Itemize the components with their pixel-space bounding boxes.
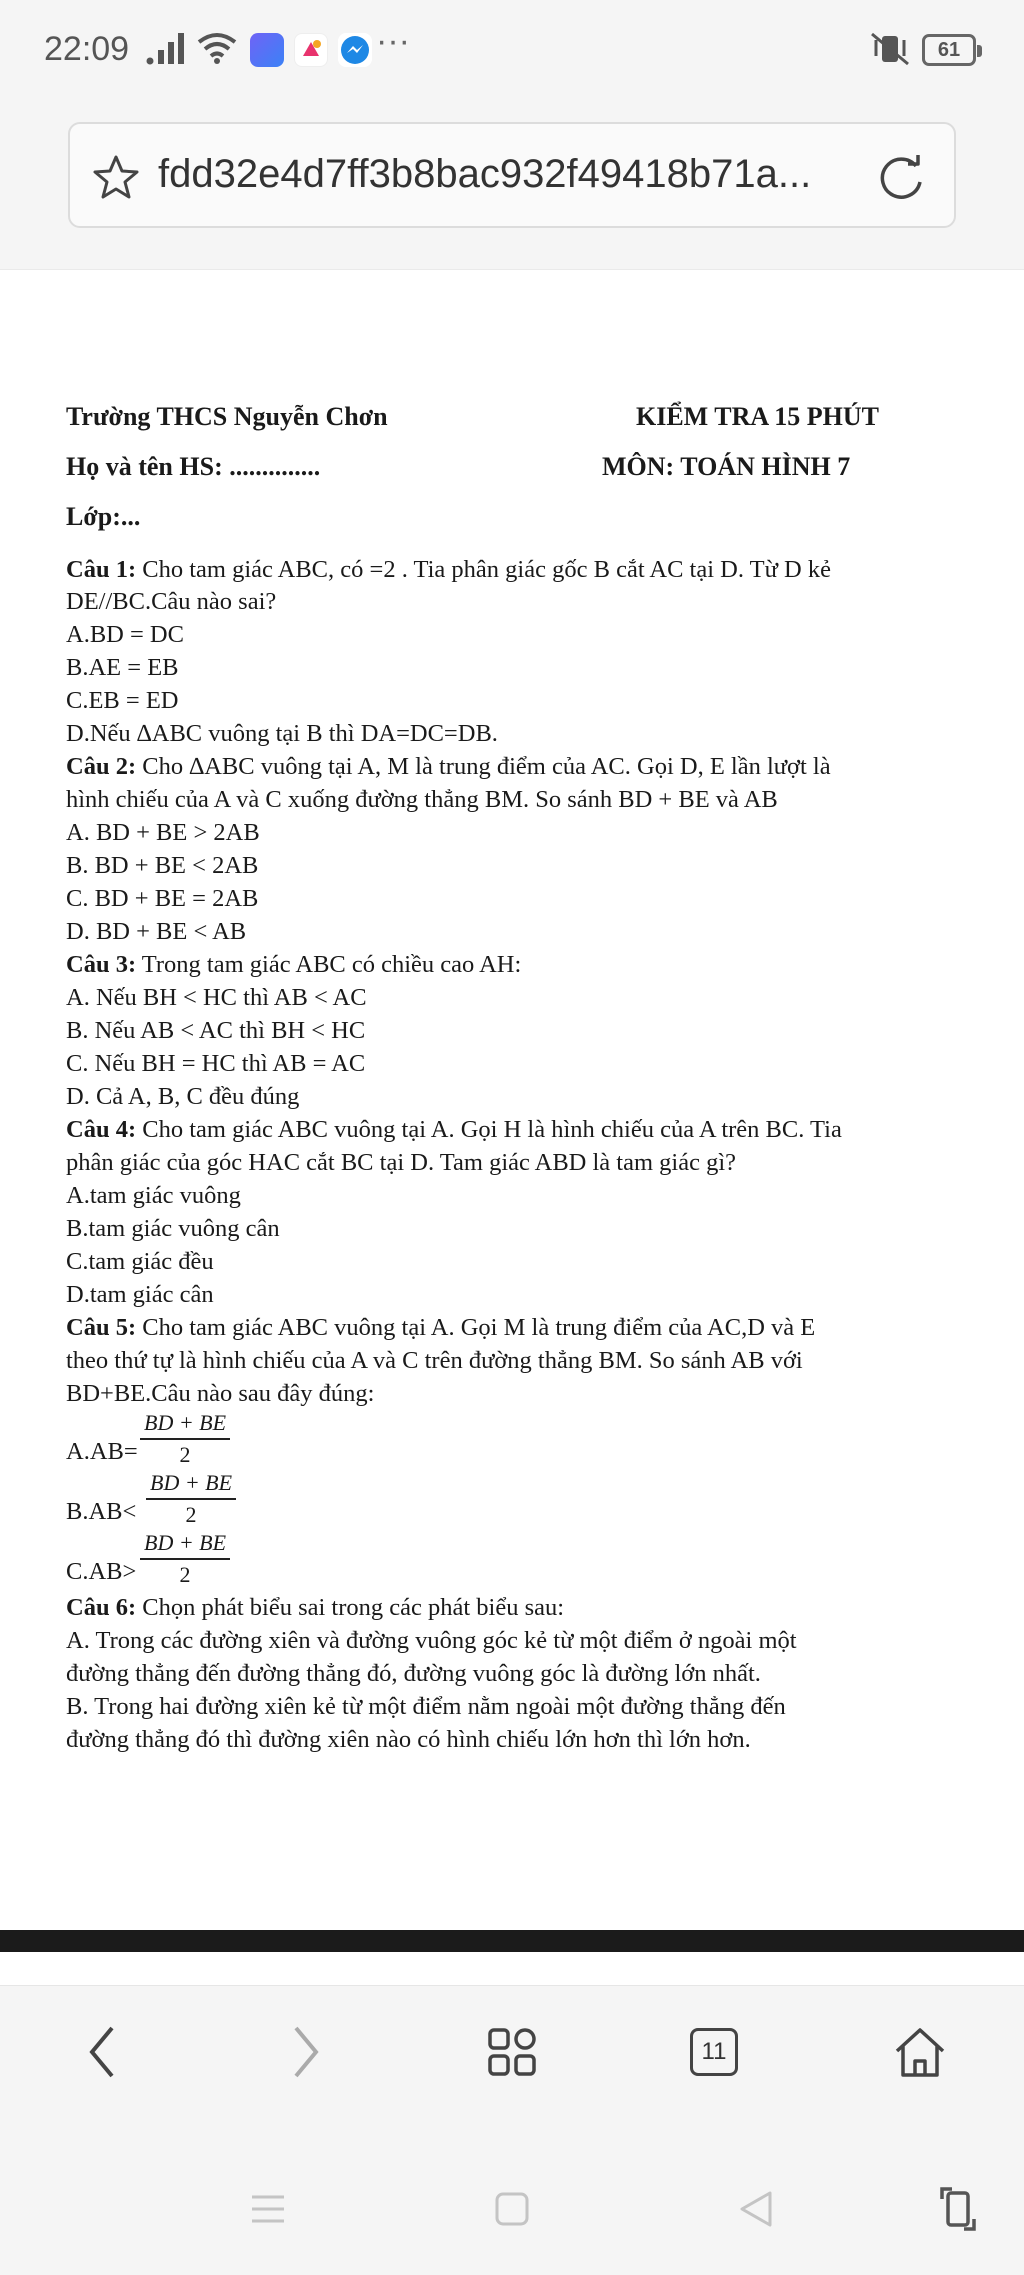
question-5-fraction-b: $\frac{BD + BE}{2}$ bbox=[146, 1468, 236, 1530]
student-name-field: Họ và tên HS: .............. bbox=[66, 452, 321, 481]
question-2-line-1: Câu 2: Cho ∆ABC vuông tại A, M là trung điểm của AC. Gọi D, E lần lượt là bbox=[66, 753, 831, 780]
subject-title: MÔN: TOÁN HÌNH 7 bbox=[602, 452, 851, 481]
question-2-line-2: hình chiếu của A và C xuống đường thẳng BM. So sánh BD + BE và AB bbox=[66, 786, 778, 813]
question-6-line-1: Câu 6: Chọn phát biểu sai trong các phát biểu sau: bbox=[66, 1594, 565, 1621]
question-3-option-d: D. Cả A, B, C đều đúng bbox=[66, 1083, 300, 1110]
messenger-icon bbox=[338, 33, 372, 67]
question-4-line-1: Câu 4: Cho tam giác ABC vuông tại A. Gọi H là hình chiếu của A trên BC. Tia bbox=[66, 1116, 842, 1143]
status-bar bbox=[0, 0, 1024, 100]
question-1-option-b: B.AE = EB bbox=[66, 654, 179, 681]
rotate-icon bbox=[938, 2185, 978, 2233]
question-5-option-b: B.AB< bbox=[66, 1498, 137, 1525]
tab-count: 11 bbox=[690, 2028, 738, 2076]
home-icon bbox=[892, 2025, 948, 2079]
chevron-left-icon bbox=[82, 2024, 122, 2080]
question-2-option-d: D. BD + BE < AB bbox=[66, 918, 247, 945]
question-4-option-d: D.tam giác cân bbox=[66, 1281, 214, 1308]
back-button[interactable] bbox=[66, 2016, 138, 2088]
question-5-fraction-a: $\frac{BD + BE}{2}$ bbox=[140, 1408, 230, 1470]
question-3-option-a: A. Nếu BH < HC thì AB < AC bbox=[66, 984, 367, 1011]
question-5-line-1: Câu 5: Cho tam giác ABC vuông tại A. Gọi M là trung điểm của AC,D và E bbox=[66, 1314, 816, 1341]
system-back-button[interactable] bbox=[726, 2179, 786, 2239]
browser-toolbar bbox=[0, 100, 1024, 270]
question-4-option-b: B.tam giác vuông cân bbox=[66, 1215, 280, 1242]
menu-lines-icon bbox=[248, 2191, 288, 2227]
question-1-option-d: D.Nếu ∆ABC vuông tại B thì DA=DC=DB. bbox=[66, 720, 498, 747]
reload-icon[interactable] bbox=[876, 152, 928, 204]
document-page bbox=[0, 270, 1024, 1930]
question-4-line-2: phân giác của góc HAC cắt BC tại D. Tam giác ABD là tam giác gì? bbox=[66, 1149, 737, 1176]
system-nav-bar bbox=[0, 2135, 1024, 2275]
question-1-line-1: Câu 1: Cho tam giác ABC, có =2 . Tia phân giác gốc B cắt AC tại D. Từ D kẻ bbox=[66, 556, 831, 583]
tabs-button[interactable] bbox=[678, 2016, 750, 2088]
question-5-fraction-c: $\frac{BD + BE}{2}$ bbox=[140, 1528, 230, 1590]
question-3-option-b: B. Nếu AB < AC thì BH < HC bbox=[66, 1017, 366, 1044]
question-4-option-c: C.tam giác đều bbox=[66, 1248, 214, 1275]
question-2-option-a: A. BD + BE > 2AB bbox=[66, 819, 260, 846]
mute-vibrate-icon bbox=[868, 30, 912, 66]
apps-grid-icon bbox=[486, 2026, 538, 2078]
square-icon bbox=[494, 2191, 530, 2227]
question-3-option-c: C. Nếu BH = HC thì AB = AC bbox=[66, 1050, 366, 1077]
forward-button[interactable] bbox=[270, 2016, 342, 2088]
question-5-line-2: theo thứ tự là hình chiếu của A và C trên đường thẳng BM. So sánh AB với bbox=[66, 1347, 803, 1374]
question-6-option-a-line-2: đường thẳng đến đường thẳng đó, đường vuông góc là đường lớn nhất. bbox=[66, 1660, 761, 1687]
question-1-option-c: C.EB = ED bbox=[66, 687, 179, 714]
question-6-option-a-line-1: A. Trong các đường xiên và đường vuông góc kẻ từ một điểm ở ngoài một bbox=[66, 1627, 797, 1654]
school-name: Trường THCS Nguyễn Chơn bbox=[66, 402, 388, 431]
page-divider bbox=[0, 1930, 1024, 1952]
wifi-icon bbox=[196, 30, 238, 66]
battery-icon: 61 bbox=[922, 34, 976, 66]
chevron-right-icon bbox=[286, 2024, 326, 2080]
bookmark-star-icon[interactable] bbox=[92, 154, 140, 200]
triangle-back-icon bbox=[736, 2189, 776, 2229]
menu-button[interactable] bbox=[476, 2016, 548, 2088]
signal-icon bbox=[146, 30, 184, 66]
recent-apps-button[interactable] bbox=[238, 2179, 298, 2239]
more-notifications-icon: ··· bbox=[376, 22, 410, 60]
system-home-button[interactable] bbox=[482, 2179, 542, 2239]
exam-title: KIỂM TRA 15 PHÚT bbox=[636, 402, 879, 431]
question-6-option-b-line-2: đường thẳng đó thì đường xiên nào có hình chiếu lớn hơn thì lớn hơn. bbox=[66, 1726, 751, 1753]
question-5-option-a: A.AB= bbox=[66, 1438, 138, 1465]
question-5-line-3: BD+BE.Câu nào sau đây đúng: bbox=[66, 1380, 375, 1407]
question-6-option-b-line-1: B. Trong hai đường xiên kẻ từ một điểm nằm ngoài một đường thẳng đến bbox=[66, 1693, 786, 1720]
status-time: 22:09 bbox=[44, 30, 130, 68]
question-2-option-c: C. BD + BE = 2AB bbox=[66, 885, 259, 912]
class-field: Lớp:... bbox=[66, 502, 141, 531]
home-button[interactable] bbox=[884, 2016, 956, 2088]
rotate-screen-button[interactable] bbox=[928, 2179, 988, 2239]
browser-nav-bar bbox=[0, 1985, 1024, 2135]
question-4-option-a: A.tam giác vuông bbox=[66, 1182, 241, 1209]
question-1-line-2: DE//BC.Câu nào sai? bbox=[66, 588, 277, 615]
address-bar[interactable] bbox=[68, 122, 956, 228]
question-3-line-1: Câu 3: Trong tam giác ABC có chiều cao AH: bbox=[66, 951, 522, 978]
url-text[interactable]: fdd32e4d7ff3b8bac932f49418b71a... bbox=[158, 152, 812, 196]
question-1-option-a: A.BD = DC bbox=[66, 621, 184, 648]
question-5-option-c: C.AB> bbox=[66, 1558, 137, 1585]
app-icon-blue bbox=[250, 33, 284, 67]
app-icon-pink bbox=[294, 33, 328, 67]
question-2-option-b: B. BD + BE < 2AB bbox=[66, 852, 259, 879]
